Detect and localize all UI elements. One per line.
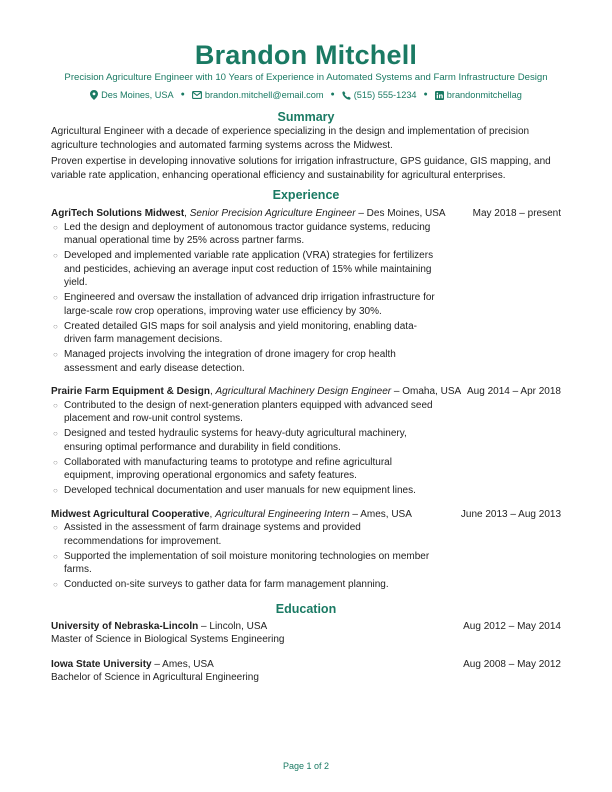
job-header [51, 207, 561, 221]
education-location: Lincoln, USA [209, 620, 268, 632]
job-bullets [51, 399, 561, 498]
bullet-icon: ○ [53, 429, 58, 438]
education-title-line: University of Nebraska-Lincoln – Lincoln, USA [51, 620, 268, 632]
job-title-line: AgriTech Solutions Midwest, Senior Precision Agriculture Engineer – Des Moines, USA [51, 208, 446, 219]
candidate-name: Brandon Mitchell [194, 40, 418, 70]
education-degree: Master of Science in Biological Systems Engineering [51, 634, 285, 645]
bullet-icon: ○ [53, 551, 58, 561]
job-company: Midwest Agricultural Cooperative [51, 508, 210, 520]
bullet-icon: ○ [53, 580, 58, 589]
job-entry [51, 207, 561, 375]
education-title-line: Iowa State University – Ames, USA [51, 658, 214, 670]
contact-row [51, 89, 561, 101]
job-role: Agricultural Engineering Intern [215, 508, 350, 520]
contact-linkedin-text: brandonmitchellag [446, 90, 522, 100]
education-entry [51, 658, 561, 685]
bullet-text: Contributed to the design of next-generation planters equipped with advanced seed placement and row-unit control systems. [64, 399, 433, 424]
bullet-text: Developed technical documentation and user manuals for new equipment lines. [64, 485, 416, 496]
headline: Precision Agriculture Engineer with 10 Years of Experience in Automated Systems and Farm Infrastructure Design [64, 72, 548, 83]
job-company: AgriTech Solutions Midwest [51, 208, 185, 219]
job-role: Agricultural Machinery Design Engineer [215, 386, 392, 397]
summary-paragraph: Proven expertise in developing innovative solutions for irrigation infrastructure, GPS guidance, GIS mapping, and variable rate application, enhancing operational efficiency and sustainability for agricultural enterprises. [51, 156, 551, 181]
job-dates: Aug 2014 – Apr 2018 [467, 386, 561, 397]
bullet-item [51, 456, 561, 483]
job-location: Des Moines, USA [366, 208, 446, 219]
bullet-item [51, 484, 561, 498]
contact-email[interactable] [192, 89, 324, 101]
summary-paragraph: Agricultural Engineer with a decade of experience specializing in the design and implementation of precision agriculture technologies and automated farming systems across the Midwest. [51, 126, 530, 151]
job-location: Ames, USA [360, 508, 412, 520]
separator-dot: ● [330, 91, 335, 98]
bullet-item [51, 399, 561, 426]
job-bullets [51, 521, 561, 592]
education-dates: Aug 2012 – May 2014 [463, 620, 561, 632]
job-location: Omaha, USA [402, 386, 462, 397]
education-header [51, 658, 561, 672]
bullet-icon: ○ [53, 222, 58, 232]
bullet-item [51, 521, 561, 548]
bullet-text: Supported the implementation of soil moisture monitoring technologies on member farms. [64, 550, 430, 575]
experience-heading: Experience [272, 188, 340, 202]
job-role: Senior Precision Agriculture Engineer [189, 208, 356, 219]
bullet-icon: ○ [53, 251, 58, 260]
education-heading: Education [275, 601, 337, 616]
bullet-item [51, 221, 561, 248]
bullet-text: Collaborated with manufacturing teams to prototype and refine agricultural equipment, improving operational ergonomics and safety features. [64, 456, 392, 481]
job-dates: May 2018 – present [472, 208, 561, 219]
bullet-text: Developed and implemented variable rate application (VRA) strategies for fertilizers and pesticides, achieving an average input cost reduction of 15% while maintaining yield. [64, 250, 434, 288]
bullet-item [51, 348, 561, 375]
contact-phone[interactable] [342, 89, 417, 101]
contact-location-text: Des Moines, USA [101, 90, 174, 100]
bullet-item [51, 249, 561, 290]
bullet-item [51, 550, 561, 577]
education-location: Ames, USA [162, 658, 214, 670]
bullet-text: Created detailed GIS maps for soil analysis and yield monitoring, enabling data-driven farm management decisions. [64, 320, 417, 345]
phone-icon [342, 91, 351, 100]
summary-heading: Summary [277, 110, 335, 124]
bullet-icon: ○ [53, 486, 58, 495]
bullet-text: Conducted on-site surveys to gather data for farm management planning. [64, 579, 389, 590]
education-school: Iowa State University [51, 658, 152, 670]
job-entry [51, 385, 561, 498]
page-number: Page 1 of 2 [282, 761, 330, 771]
job-header [51, 385, 561, 399]
contact-email-text: brandon.mitchell@email.com [204, 90, 324, 100]
separator-dot: ● [423, 91, 428, 98]
job-title-line: Prairie Farm Equipment & Design, Agricultural Machinery Design Engineer – Omaha, USA [51, 386, 462, 397]
bullet-text: Managed projects involving the integration of drone imagery for crop health assessment and early disease detection. [64, 349, 396, 374]
job-dates: June 2013 – Aug 2013 [460, 508, 561, 520]
contact-linkedin[interactable] [435, 89, 522, 101]
bullet-text: Assisted in the assessment of farm drainage systems and provided recommendations for improvement. [64, 522, 361, 547]
contact-phone-text: (515) 555-1234 [353, 90, 417, 100]
bullet-text: Designed and tested hydraulic systems for heavy-duty agricultural machinery, ensuring optimal performance and durability in field conditions. [64, 428, 407, 453]
education-school: University of Nebraska-Lincoln [51, 620, 199, 632]
summary-section [51, 125, 561, 182]
job-header [51, 508, 561, 522]
bullet-item [51, 291, 561, 318]
education-entry [51, 620, 561, 647]
email-icon [192, 91, 202, 99]
job-company: Prairie Farm Equipment & Design [51, 386, 210, 397]
bullet-item [51, 578, 561, 592]
location-pin-icon [90, 90, 98, 100]
bullet-icon: ○ [53, 457, 58, 467]
bullet-item [51, 320, 561, 347]
bullet-icon: ○ [53, 350, 58, 359]
contact-location [90, 89, 174, 101]
bullet-text: Led the design and deployment of autonomous tractor guidance systems, reducing manual operational time by 25% across partner farms. [64, 221, 431, 246]
job-entry [51, 508, 561, 592]
linkedin-icon [435, 91, 444, 100]
separator-dot: ● [180, 91, 185, 98]
job-bullets [51, 221, 561, 376]
bullet-icon: ○ [53, 400, 58, 410]
job-title-line: Midwest Agricultural Cooperative, Agricultural Engineering Intern – Ames, USA [51, 508, 412, 520]
bullet-icon: ○ [53, 523, 58, 532]
education-degree: Bachelor of Science in Agricultural Engineering [51, 672, 259, 683]
education-header [51, 620, 561, 634]
bullet-icon: ○ [53, 321, 58, 331]
education-dates: Aug 2008 – May 2012 [463, 658, 561, 670]
bullet-icon: ○ [53, 293, 58, 302]
bullet-text: Engineered and oversaw the installation of advanced drip irrigation infrastructure for large-scale row crop operations, improving water use efficiency by 30%. [64, 292, 435, 317]
bullet-item [51, 427, 561, 454]
